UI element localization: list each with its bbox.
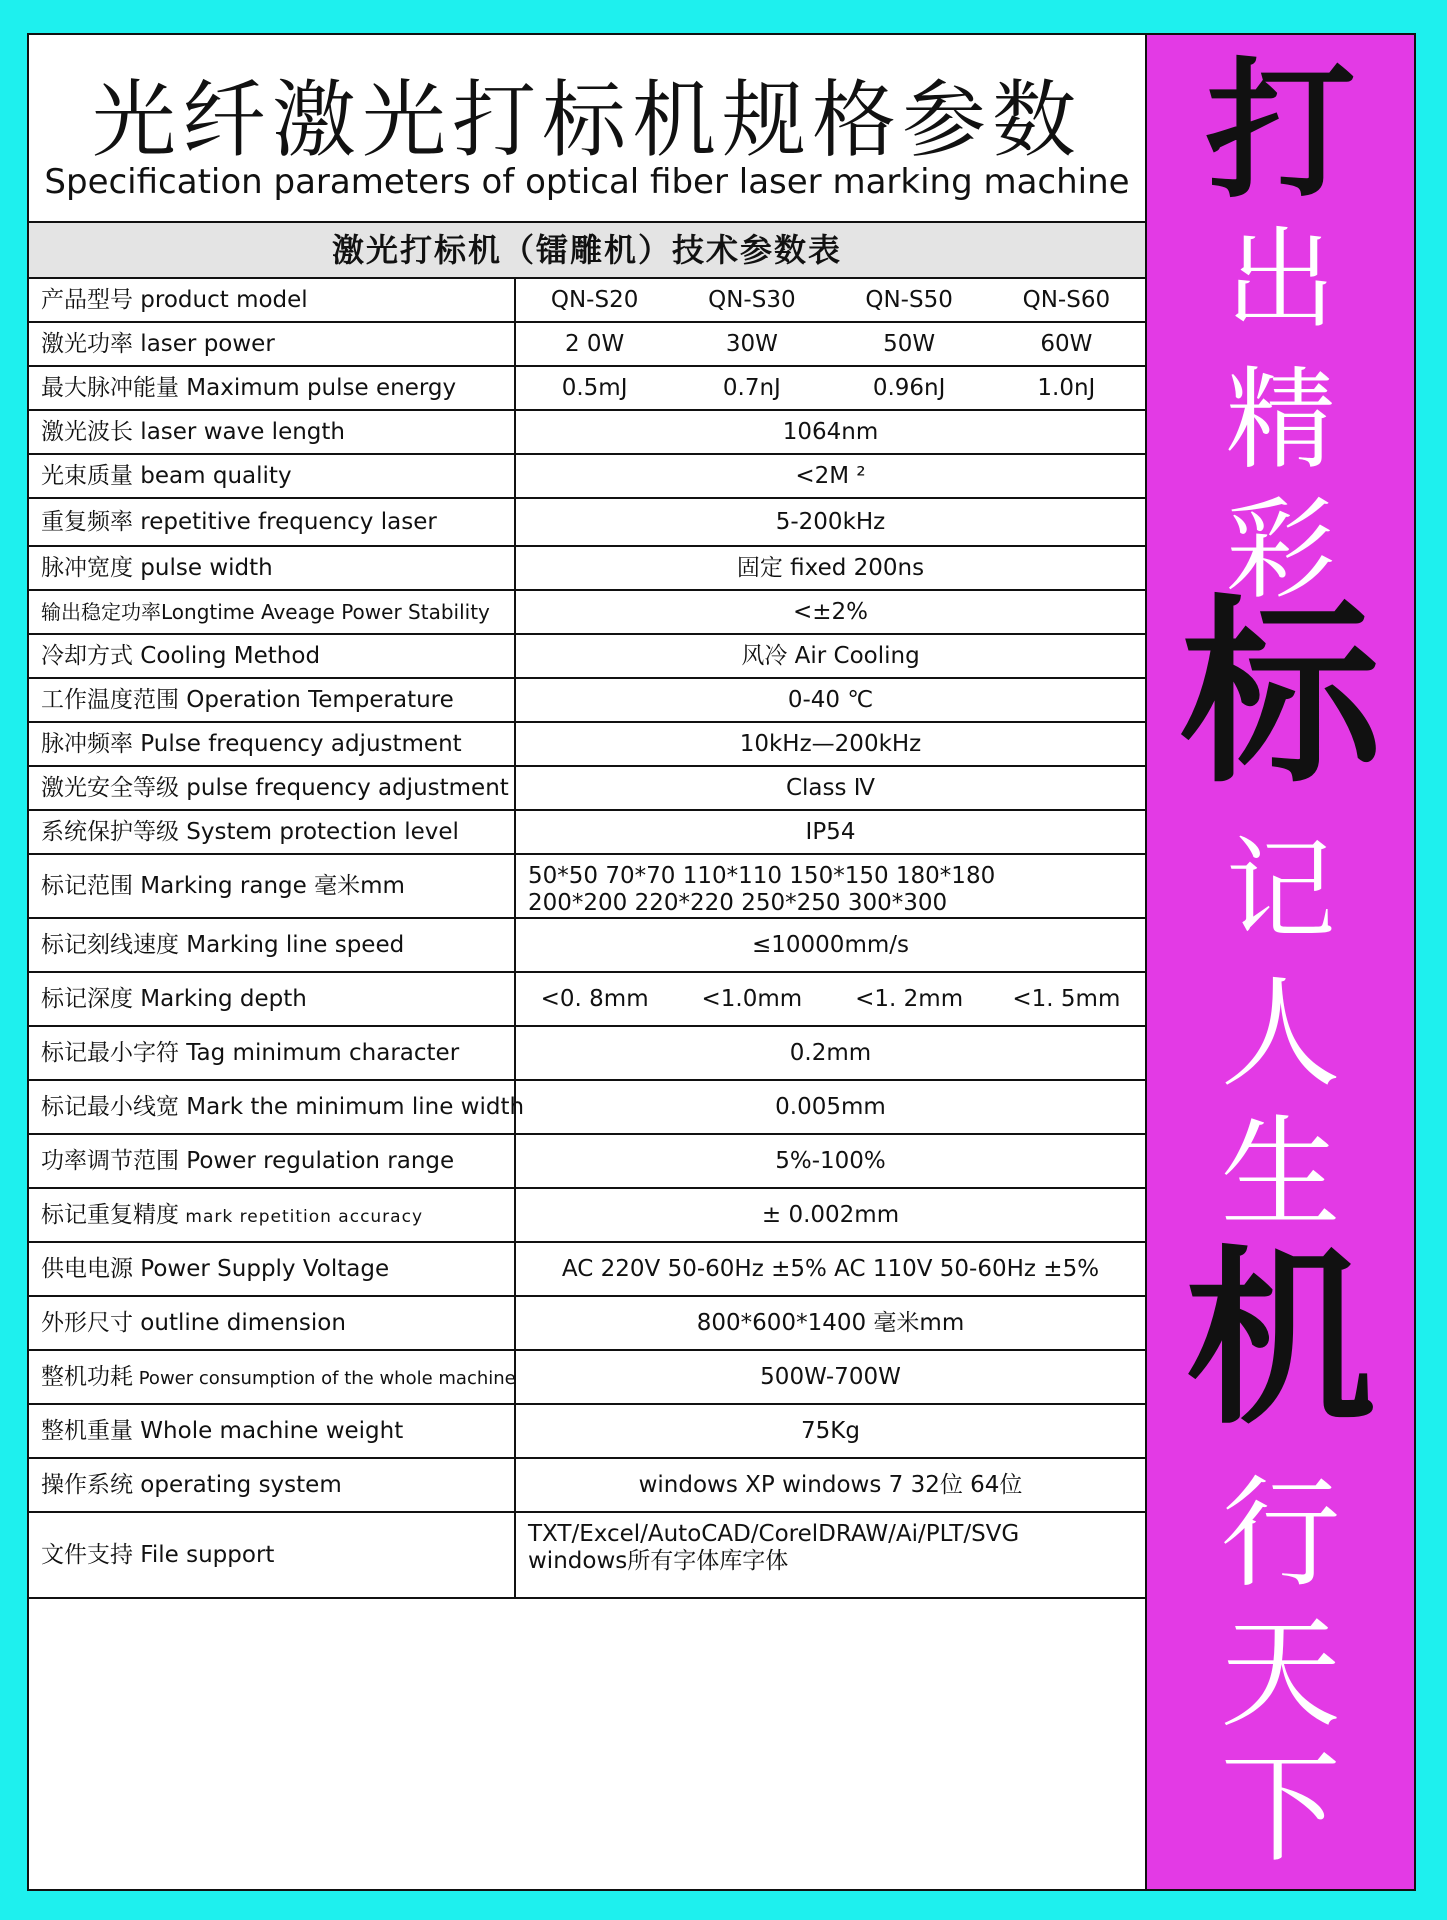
row-values [516,973,1145,1025]
row-label: 最大脉冲能量 Maximum pulse energy [29,367,516,409]
row-label: 激光功率 laser power [29,323,516,365]
row-label: 激光波长 laser wave length [29,411,516,453]
page-title: 光纤激光打标机规格参数 [91,71,1082,169]
table-row [29,499,1145,547]
row-value: <±2% [792,599,869,625]
row-value: 固定 fixed 200ns [736,555,925,581]
row-label: 整机重量 Whole machine weight [29,1405,516,1457]
row-label: 供电电源 Power Supply Voltage [29,1243,516,1295]
row-label-en: mark repetition accuracy [179,1207,423,1227]
table-row [29,1513,1145,1599]
value-cell: 50W [883,331,936,357]
value-cell: QN-S30 [708,287,796,313]
slogan-char: 标 [1180,578,1381,811]
row-label: 标记范围 Marking range 毫米mm [29,855,516,917]
row-label-cn: 标记重复精度 [41,1202,179,1228]
value-line: TXT/Excel/AutoCAD/CorelDRAW/Ai/PLT/SVG [528,1521,1020,1547]
slogan-char: 人 [1220,965,1341,1104]
row-value: <2M ² [795,463,866,489]
slogan-char: 天 [1220,1605,1341,1744]
table-row [29,1405,1145,1459]
row-label: 标记刻线速度 Marking line speed [29,919,516,971]
slogan-char: 机 [1185,1229,1376,1450]
table-row [29,973,1145,1027]
row-label: 标记最小字符 Tag minimum character [29,1027,516,1079]
table-row [29,1243,1145,1297]
row-value: 500W-700W [760,1364,901,1390]
spec-poster [27,33,1416,1891]
table-row [29,279,1145,323]
row-values [516,855,1145,917]
row-value: IP54 [805,819,856,845]
value-cell: QN-S50 [865,287,953,313]
value-line: 200*200 220*220 250*250 300*300 [528,890,948,916]
row-label: 操作系统 operating system [29,1459,516,1511]
table-row [29,591,1145,635]
row-label: 光束质量 beam quality [29,455,516,497]
value-cell: 2 0W [564,331,625,357]
table-header: 激光打标机（镭雕机）技术参数表 [29,223,1145,279]
row-label: 文件支持 File support [29,1513,516,1597]
row-value: 风冷 Air Cooling [741,643,920,669]
row-value: 5-200kHz [775,509,886,535]
slogan-char: 生 [1220,1105,1341,1244]
table-row [29,723,1145,767]
row-values [516,367,1145,409]
row-label: 标记最小线宽 Mark the minimum line width [29,1081,516,1133]
slogan-char: 出 [1225,216,1336,344]
slogan-char: 打 [1205,45,1356,219]
table-row [29,1459,1145,1513]
row-label [29,1351,516,1403]
value-cell: <1. 5mm [1012,986,1121,1012]
row-values [516,1513,1145,1597]
row-label: 激光安全等级 pulse frequency adjustment [29,767,516,809]
row-label: 重复频率 repetitive frequency laser [29,499,516,545]
table-row [29,679,1145,723]
row-values [516,279,1145,321]
row-label-cn: 整机功耗 [41,1364,133,1390]
table-row [29,1027,1145,1081]
table-row [29,811,1145,855]
table-row [29,1135,1145,1189]
row-value: 0-40 ℃ [787,687,874,713]
row-label: 功率调节范围 Power regulation range [29,1135,516,1187]
value-cell: 60W [1040,331,1093,357]
value-cell: 0.5mJ [561,375,628,401]
row-label: 系统保护等级 System protection level [29,811,516,853]
row-label: 脉冲频率 Pulse frequency adjustment [29,723,516,765]
row-values [516,323,1145,365]
value-cell: 0.7nJ [722,375,781,401]
value-cell: <0. 8mm [540,986,649,1012]
slogan-char: 精 [1225,356,1336,484]
value-cell: 30W [725,331,778,357]
row-value: windows XP windows 7 32位 64位 [638,1472,1023,1498]
row-label-en: Power consumption of the whole machine [133,1368,516,1389]
spec-table [29,279,1145,1599]
row-value: ≤10000mm/s [752,932,909,958]
table-row [29,547,1145,591]
value-cell: 1.0nJ [1037,375,1096,401]
row-label: 工作温度范围 Operation Temperature [29,679,516,721]
slogan-char: 记 [1225,826,1336,954]
table-row [29,767,1145,811]
slogan-char: 彩 [1225,486,1336,614]
row-value: ± 0.002mm [761,1202,900,1228]
row-label: 外形尺寸 outline dimension [29,1297,516,1349]
row-label: 标记深度 Marking depth [29,973,516,1025]
row-value: AC 220V 50-60Hz ±5% AC 110V 50-60Hz ±5% [561,1256,1100,1282]
row-label: 输出稳定功率Longtime Aveage Power Stability [29,591,516,633]
table-row [29,1297,1145,1351]
table-row [29,455,1145,499]
row-value: 10kHz—200kHz [739,731,922,757]
row-value: 0.005mm [775,1094,886,1120]
row-value: 5%-100% [775,1148,886,1174]
row-value: 800*600*1400 毫米mm [696,1310,965,1336]
row-label [29,1189,516,1241]
table-row [29,367,1145,411]
title-block [29,35,1145,223]
table-row [29,323,1145,367]
row-value: Class Ⅳ [785,775,876,801]
row-value: 1064nm [782,419,879,445]
table-row [29,1189,1145,1243]
slogan-panel [1147,35,1414,1889]
row-value: 75Kg [801,1418,860,1444]
page-subtitle: Specification parameters of optical fiber laser marking machine [44,162,1130,202]
table-row [29,635,1145,679]
table-row [29,919,1145,973]
row-label: 产品型号 product model [29,279,516,321]
value-cell: QN-S60 [1022,287,1111,313]
row-label: 冷却方式 Cooling Method [29,635,516,677]
table-row [29,411,1145,455]
value-cell: <1.0mm [701,986,803,1012]
value-line: 50*50 70*70 110*110 150*150 180*180 [528,863,996,889]
value-line: windows所有字体库字体 [528,1548,789,1574]
value-cell: QN-S20 [550,287,639,313]
table-row [29,855,1145,919]
table-row [29,1081,1145,1135]
row-value: 0.2mm [789,1040,872,1066]
spec-sheet [29,35,1147,1889]
slogan-char: 下 [1220,1740,1341,1879]
value-cell: 0.96nJ [872,375,946,401]
table-row [29,1351,1145,1405]
value-cell: <1. 2mm [855,986,964,1012]
slogan-char: 行 [1220,1465,1341,1604]
row-label: 脉冲宽度 pulse width [29,547,516,589]
